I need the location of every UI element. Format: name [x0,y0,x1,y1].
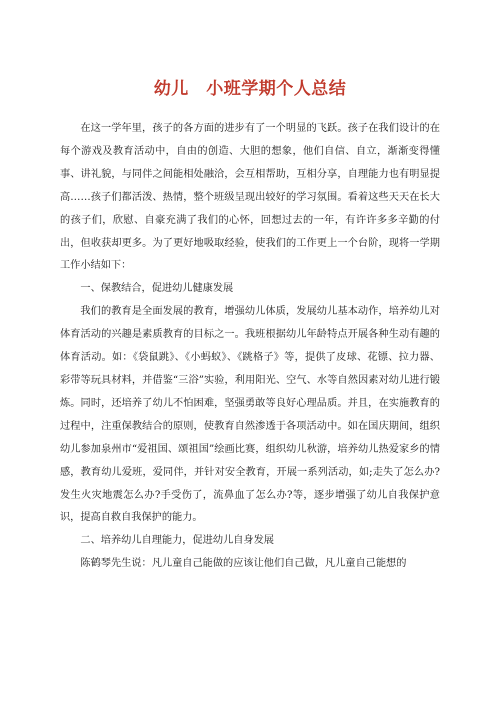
intro-paragraph: 在这一学年里，孩子的各方面的进步有了一个明显的飞跃。孩子在我们设计的在每个游戏及教育活动中，自由的创造、大胆的想象，他们自信、自立，渐渐变得懂事、讲礼貌，与同伴之间能相处融洽，会互相帮助，互相分享，自理能力也有明显提高……孩子们都活泼、热情，整个班级呈现出较好的学习氛围。看着这些天天在长大的孩子们，欣慰、自豪充满了我们的心怀，回想过去的一年，有许许多多辛勤的付出，但收获却更多。为了更好地吸取经验，使我们的工作更上一个台阶，现将一学期工作小结如下： [60,123,440,272]
document-body [60,118,440,576]
section-1-paragraph: 我们的教育是全面发展的教育，增强幼儿体质，发展幼儿基本动作，培养幼儿对体育活动的兴趣是素质教育的目标之一。我班根据幼儿年龄特点开展各种生动有趣的体育活动。如：《袋鼠跳》、《小蚂蚁》、《跳格子》等，提供了皮球、花镖、拉力器、彩带等玩具材料，并借鉴“三浴”实验，利用阳光、空气、水等自然因素对幼儿进行锻炼。同时，还培养了幼儿不怕困难，坚强勇敢等良好心理品质。并且，在实施教育的过程中，注重保教结合的原则，使教育自然渗透于各项活动中。如在国庆期间，组织幼儿参加泉州市“爱祖国、颂祖国”绘画比赛，组织幼儿秋游，培养幼儿热爱家乡的情感，教育幼儿爱班，爱同伴，并针对安全教育，开展一系列活动，如;走失了怎么办?发生火灾地震怎么办?手受伤了，流鼻血了怎么办?等，逐步增强了幼儿自我保护意识，提高自救自我保护的能力。 [60,306,440,524]
section-2-paragraph: 陈鹤琴先生说：凡儿童自己能做的应该让他们自己做，凡儿童自己能想的 [80,558,407,570]
section-heading-2: 二、培养幼儿自理能力，促进幼儿自身发展 [80,535,274,547]
section-heading-1: 一、保教结合，促进幼儿健康发展 [80,283,234,295]
document-title: 幼儿 小班学期个人总结 [153,79,347,99]
